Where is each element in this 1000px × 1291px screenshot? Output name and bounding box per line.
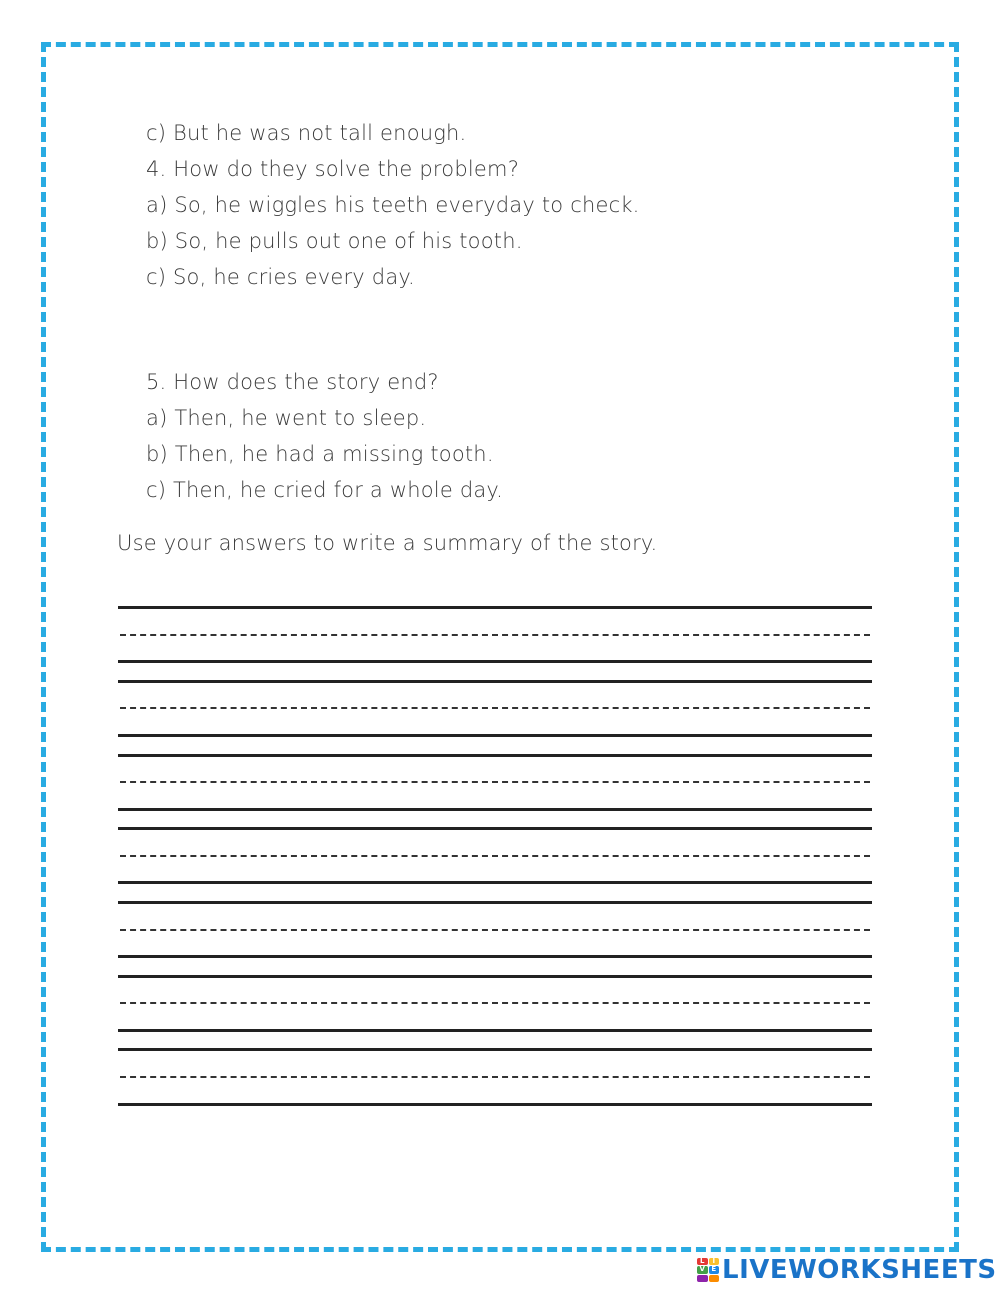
q3-option-c: c) But he was not tall enough. <box>146 121 467 145</box>
writing-line-top <box>118 975 872 978</box>
writing-line-top <box>118 1048 872 1051</box>
writing-line-mid <box>120 1002 870 1004</box>
writing-line-base <box>118 734 872 737</box>
writing-line-mid <box>120 634 870 636</box>
writing-line-mid <box>120 1076 870 1078</box>
q4-option-c: c) So, he cries every day. <box>146 265 415 289</box>
writing-line-base <box>118 660 872 663</box>
dashed-page-border <box>41 42 959 1252</box>
writing-line-top <box>118 680 872 683</box>
q5-option-c: c) Then, he cried for a whole day. <box>146 478 503 502</box>
q5-option-a: a) Then, he went to sleep. <box>146 406 427 430</box>
writing-line-mid <box>120 929 870 931</box>
q5-option-b: b) Then, he had a missing tooth. <box>146 442 494 466</box>
writing-line-top <box>118 754 872 757</box>
q4-option-b: b) So, he pulls out one of his tooth. <box>146 229 523 253</box>
q4-option-a: a) So, he wiggles his teeth everyday to check. <box>146 193 640 217</box>
writing-line-base <box>118 808 872 811</box>
writing-line-base <box>118 1029 872 1032</box>
liveworksheets-logo <box>697 1256 997 1284</box>
writing-line-top <box>118 827 872 830</box>
summary-prompt: Use your answers to write a summary of the story. <box>117 531 658 555</box>
writing-line-mid <box>120 855 870 857</box>
writing-line-base <box>118 955 872 958</box>
question-4: 4. How do they solve the problem? <box>146 157 520 181</box>
writing-line-top <box>118 901 872 904</box>
writing-line-top <box>118 606 872 609</box>
writing-line-mid <box>120 707 870 709</box>
writing-line-base <box>118 1103 872 1106</box>
writing-line-mid <box>120 781 870 783</box>
question-5: 5. How does the story end? <box>146 370 439 394</box>
logo-text: LIVEWORKSHEETS <box>722 1255 997 1285</box>
writing-line-base <box>118 881 872 884</box>
logo-blocks-icon: L I V E <box>697 1258 719 1282</box>
